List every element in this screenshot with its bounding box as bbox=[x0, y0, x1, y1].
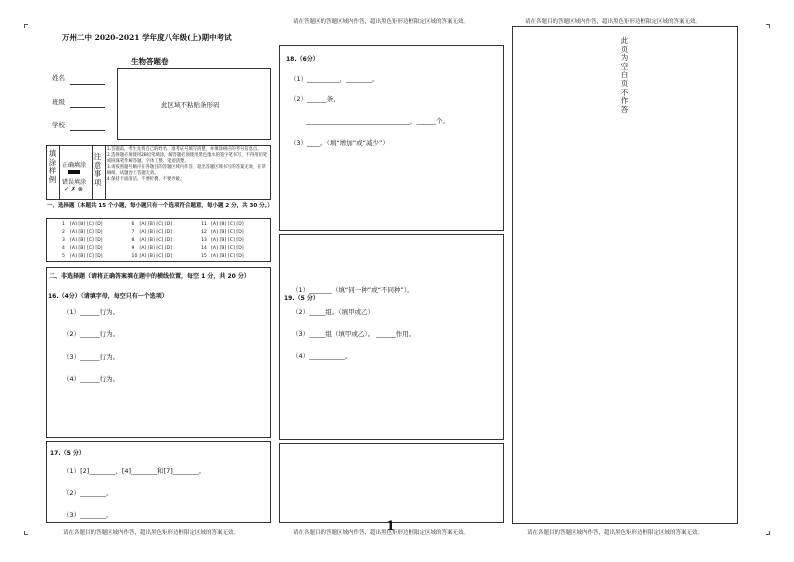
q19-line-3[interactable]: （3）_____组（填甲或乙）。 ______作用。 bbox=[292, 330, 416, 338]
class-line[interactable] bbox=[70, 107, 105, 108]
q17-line-1[interactable]: （1）[2]________、[4]________和[7]________。 bbox=[63, 467, 206, 475]
q17-line-3[interactable]: （3）________。 bbox=[63, 511, 113, 519]
barcode-area bbox=[117, 68, 271, 140]
section1-title: 一、选择题（本题共 15 个小题，每小题只有一个选项符合题意，每小题 2 分，共 30 分。） bbox=[47, 203, 273, 209]
mc-row[interactable]: 3 [A] [B] [C] [D] 8 [A] [B] [C] [D] 13 [A] [B] [C] [D] bbox=[62, 238, 244, 243]
bottom-left-notice: 请在各题目的答题区域内作答，超出黑色矩形边框限定区域的答案无效。 bbox=[63, 530, 240, 536]
blank-page-box bbox=[512, 26, 738, 524]
q16-line-1[interactable]: （1）______行为。 bbox=[63, 308, 120, 316]
school-label: 学校 bbox=[52, 121, 65, 129]
top-notice: 请在答题区的答题区域内作答，超出黑色矩形边框限定区域的答案无效。 bbox=[293, 19, 470, 25]
wrong-fill-label: 错误填涂 bbox=[62, 179, 87, 186]
q18-title: 18.（6分） bbox=[286, 56, 319, 63]
fill-sample-label: 填 涂 样 例 bbox=[48, 149, 57, 184]
q16-title: 16.（4分）（请填字母，每空只有一个选项） bbox=[48, 293, 168, 300]
q19-line-2[interactable]: （2）_____组。（填甲或乙） bbox=[292, 308, 375, 316]
q17-line-2[interactable]: （2）________。 bbox=[63, 489, 113, 497]
name-label: 姓名 bbox=[52, 74, 65, 82]
section2-title: 二、非选择题（请将正确答案填在题中的横线位置，每空 1 分，共 20 分） bbox=[49, 273, 250, 280]
empty-answer-box bbox=[279, 443, 504, 523]
q16-answer-box bbox=[46, 267, 271, 438]
correct-fill-label: 正确填涂 bbox=[62, 162, 87, 169]
q19-line-4[interactable]: （4）___________。 bbox=[292, 352, 352, 360]
school-line[interactable] bbox=[70, 130, 105, 131]
q16-line-4[interactable]: （4）______行为。 bbox=[63, 375, 120, 383]
barcode-text: 此区域不粘贴条形码 bbox=[161, 101, 220, 109]
q19-answer-box bbox=[279, 234, 504, 440]
q16-line-3[interactable]: （3）______行为。 bbox=[63, 353, 120, 361]
notes-list bbox=[107, 147, 269, 182]
name-line[interactable] bbox=[70, 84, 105, 85]
notes-label: 注 意 事 项 bbox=[93, 152, 102, 187]
crop-mark bbox=[766, 24, 770, 28]
bottom-mid-notice: 请在各题目的答题区域内作答，超出黑色矩形边框限定区域的答案无效。 bbox=[293, 530, 470, 536]
blank-page-text: 此 页 为 空 白 页 不 作 答 bbox=[620, 36, 629, 114]
mc-row[interactable]: 5 [A] [B] [C] [D] 10 [A] [B] [C] [D] 15 [A] [B] [C] [D] bbox=[62, 254, 244, 259]
mc-row[interactable]: 4 [A] [B] [C] [D] 9 [A] [B] [C] [D] 14 [A] [B] [C] [D] bbox=[62, 246, 244, 251]
q18-line-3[interactable]: ________________________________，______个。 bbox=[306, 117, 449, 125]
crop-mark bbox=[766, 531, 770, 535]
q19-line-1[interactable]: （1）_______（填“同一种”或“不同种”）。 bbox=[292, 286, 414, 294]
exam-subtitle: 生物答题卷 bbox=[131, 57, 169, 66]
q16-line-2[interactable]: （2）______行为。 bbox=[63, 330, 120, 338]
q18-line-2[interactable]: （2）______条， bbox=[290, 95, 340, 103]
q17-answer-box bbox=[46, 441, 271, 523]
bottom-right-notice: 请在各题目的答题区域内作答，超出黑色矩形边框限定区域的答案无效。 bbox=[527, 530, 704, 536]
q18-line-4[interactable]: （3）____。（填“增加”或“减少”） bbox=[290, 139, 389, 147]
class-label: 班级 bbox=[52, 98, 65, 106]
mc-row[interactable]: 2 [A] [B] [C] [D] 7 [A] [B] [C] [D] 12 [A] [B] [C] [D] bbox=[62, 230, 244, 235]
crop-mark bbox=[24, 24, 28, 28]
page-number: 1 bbox=[386, 519, 396, 534]
q18-line-1[interactable]: （1）__________，________。 bbox=[290, 75, 379, 83]
exam-title: 万州二中 2020-2021 学年度八年级(上)期中考试 bbox=[62, 33, 232, 42]
q17-title: 17.（5 分） bbox=[50, 450, 85, 457]
note-item: 4.保持卡面清洁，不要折叠、不要弄破。 bbox=[107, 176, 185, 182]
correct-fill-mark bbox=[68, 170, 80, 174]
top-right-notice: 请在各题目的答题区域内作答，超出黑色矩形边框限定区域的答案无效。 bbox=[525, 19, 702, 25]
wrong-fill-marks: ✓ ✗ ⊗ bbox=[64, 186, 83, 193]
q18-answer-box bbox=[279, 45, 504, 231]
crop-mark bbox=[24, 531, 28, 535]
q19-title: 19.（5 分） bbox=[284, 295, 319, 302]
mc-row[interactable]: 1 [A] [B] [C] [D] 6 [A] [B] [C] [D] 11 [A] [B] [C] [D] bbox=[62, 222, 244, 227]
note-item: 3.请按照题号顺序在各题目的答题区域内作答，超出答题区域书写的答案无效，在草稿纸、试题卷上答题无效。 bbox=[107, 164, 266, 176]
note-item: 2.选择题必须使用2B铅笔填涂，解答题必须使用黑色墨水的签字笔书写，不得用铅笔或圆珠笔作解答题，字体工整、笔迹清楚。 bbox=[107, 152, 268, 164]
note-item: 1.答题前，考生先将自己的姓名、准考证号填写清楚，并填涂相应的考号信息点。 bbox=[107, 147, 262, 152]
